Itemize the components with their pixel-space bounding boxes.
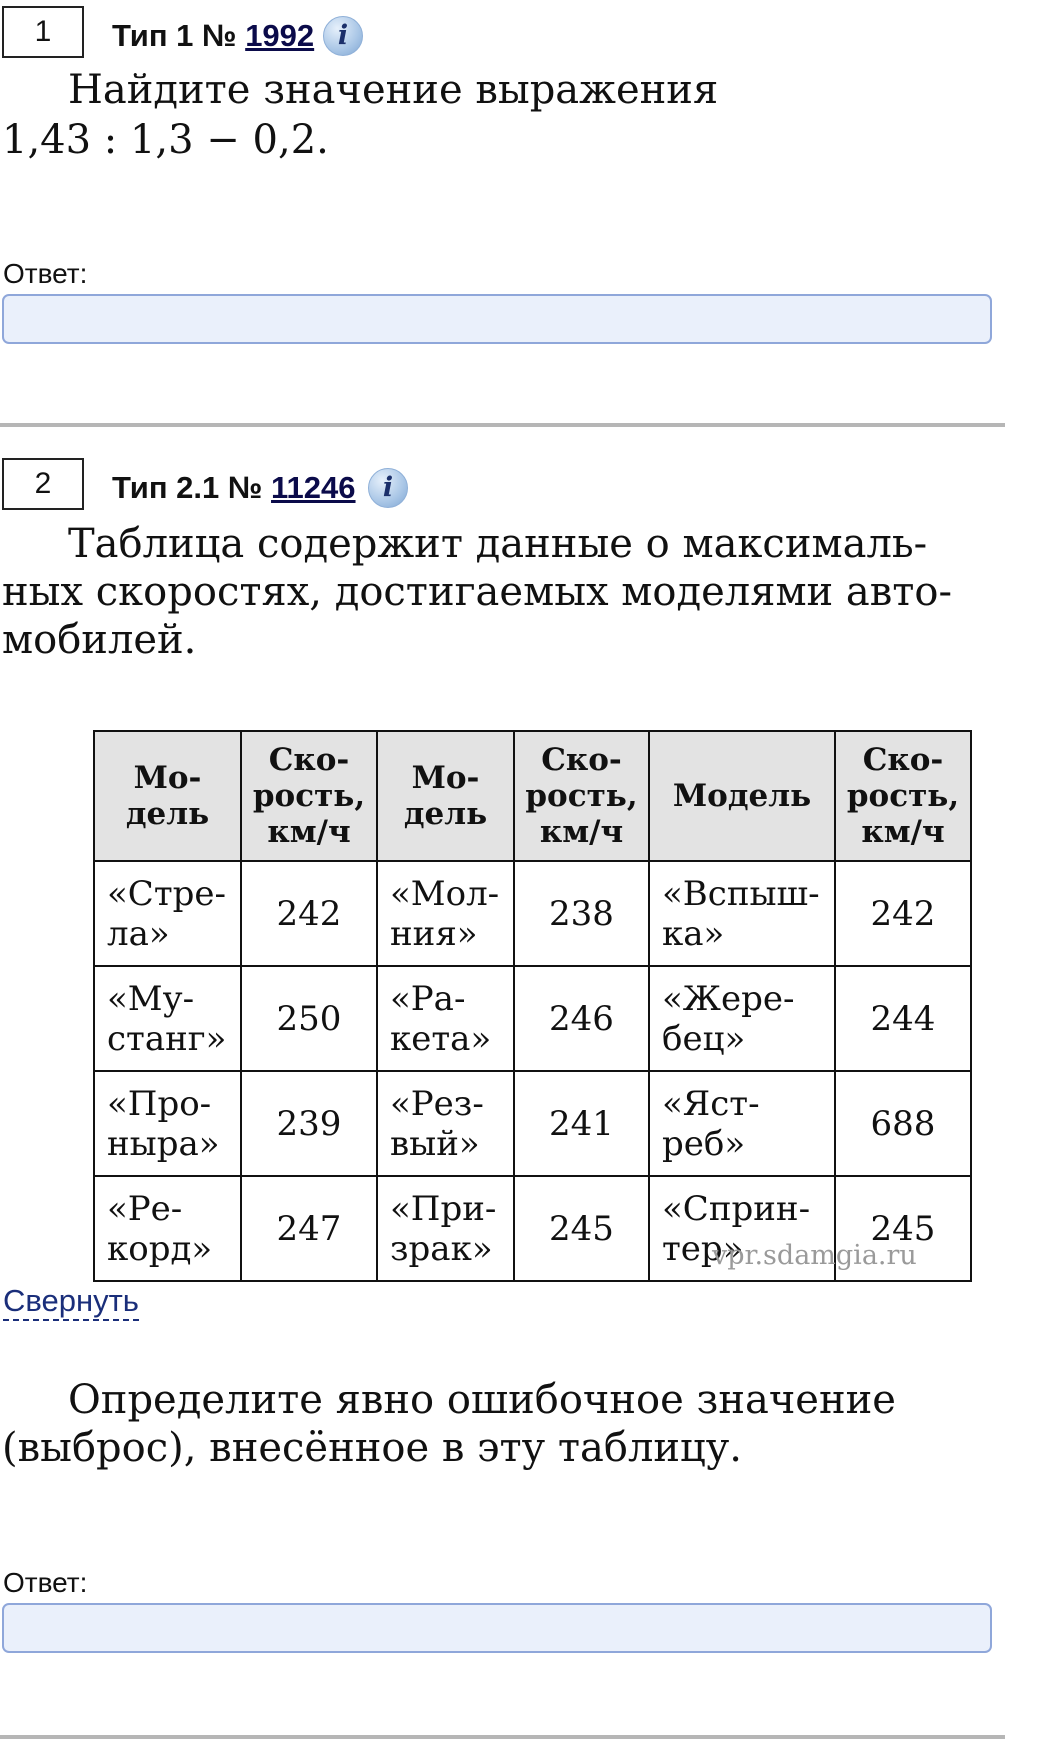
task-2-question-line1: Определите явно ошибочное значение [68, 1377, 896, 1423]
header-model: Мо- дель [94, 731, 241, 861]
table-header-row [94, 731, 971, 861]
table-row [94, 1071, 971, 1176]
info-icon[interactable]: i [323, 16, 363, 56]
answer-input-task-1[interactable] [2, 294, 992, 344]
answer-label: Ответ: [3, 1567, 88, 1598]
answer-label: Ответ: [3, 258, 88, 289]
task-id-link[interactable]: 11246 [271, 470, 356, 505]
header-model: Модель [649, 731, 835, 861]
speed-cell: 238 [514, 861, 649, 966]
watermark: vpr.sdamgia.ru [712, 1240, 917, 1271]
model-cell: «Стре- ла» [94, 861, 241, 966]
task-type-prefix: Тип 1 № [112, 18, 246, 53]
speed-cell: 244 [835, 966, 971, 1071]
task-type-label [112, 470, 356, 506]
task-number: 2 [2, 458, 84, 510]
speed-table [93, 730, 972, 1282]
info-icon[interactable]: i [368, 468, 408, 508]
task-type-prefix: Тип 2.1 № [112, 470, 272, 505]
task-2-intro-line3: мобилей. [2, 617, 197, 663]
speed-cell: 242 [835, 861, 971, 966]
task-id-link[interactable]: 1992 [245, 18, 315, 53]
speed-cell: 239 [241, 1071, 377, 1176]
task-divider [0, 1735, 1005, 1739]
table-row [94, 861, 971, 966]
header-speed: Ско- рость, км/ч [514, 731, 649, 861]
speed-cell: 241 [514, 1071, 649, 1176]
model-cell: «Вспыш- ка» [649, 861, 835, 966]
task-2-intro-line2: ных скоростях, достигаемых моделями авто- [2, 569, 953, 615]
header-model: Мо- дель [377, 731, 514, 861]
task-2-intro-line1: Таблица содержит данные о максималь- [68, 521, 928, 567]
speed-cell: 246 [514, 966, 649, 1071]
model-cell: «Мол- ния» [377, 861, 514, 966]
header-speed: Ско- рость, км/ч [835, 731, 971, 861]
task-number: 1 [2, 6, 84, 58]
task-1-text-line1: Найдите значение выражения [68, 67, 719, 113]
task-type-label [112, 18, 314, 54]
model-cell: «Жере- бец» [649, 966, 835, 1071]
model-cell: «Рез- вый» [377, 1071, 514, 1176]
speed-cell: 688 [835, 1071, 971, 1176]
header-speed: Ско- рость, км/ч [241, 731, 377, 861]
model-cell: «Про- ныра» [94, 1071, 241, 1176]
speed-cell: 245 [835, 1176, 971, 1281]
model-cell: «Яст- реб» [649, 1071, 835, 1176]
model-cell: «Му- станг» [94, 966, 241, 1071]
answer-input-task-2[interactable] [2, 1603, 992, 1653]
table-row [94, 966, 971, 1071]
speed-cell: 245 [514, 1176, 649, 1281]
model-cell: «Ре- корд» [94, 1176, 241, 1281]
speed-cell: 242 [241, 861, 377, 966]
model-cell: «При- зрак» [377, 1176, 514, 1281]
speed-cell: 247 [241, 1176, 377, 1281]
speed-cell: 250 [241, 966, 377, 1071]
task-divider [0, 423, 1005, 427]
task-1-text-line2: 1,43 : 1,3 − 0,2. [2, 117, 329, 163]
model-cell: «Ра- кета» [377, 966, 514, 1071]
collapse-link[interactable]: Свернуть [3, 1283, 139, 1321]
task-2-question-line2: (выброс), внесённое в эту таблицу. [2, 1425, 742, 1471]
model-cell: «Сприн- тер» [649, 1176, 835, 1281]
